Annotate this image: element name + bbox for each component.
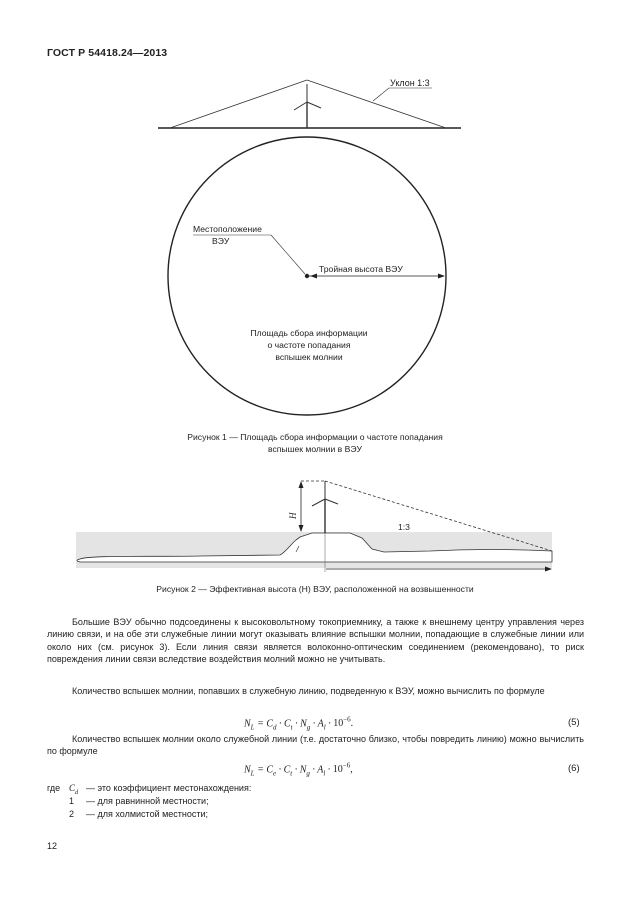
slope-label: Уклон 1:3 <box>390 78 430 88</box>
document-header: ГОСТ Р 54418.24—2013 <box>47 47 168 59</box>
area-label-line2: о частоте попадания <box>267 340 351 350</box>
equation-6: $N_L = C_e \cdot C_t \cdot N_g \cdot A_l \cdot 10^{-6}$, <box>244 762 353 778</box>
figure-2-caption: Рисунок 2 — Эффективная высота (H) ВЭУ, расположенной на возвышенности <box>156 584 474 594</box>
height-arrowhead-top <box>299 481 304 488</box>
item-1-number: 1 <box>69 796 75 806</box>
height-label: H <box>288 512 298 519</box>
height-arrowhead-bottom <box>299 525 304 532</box>
paragraph-2: Количество вспышек молнии, попавших в служебную линию, подведенную к ВЭУ, можно вычислить по формуле <box>72 686 545 696</box>
paragraph-1: Большие ВЭУ обычно подсоединены к высоковольтному токоприемнику, а также к внешнему центру управления через линию связи, и на обе эти служебные линии могут оказывать влияние вспышки молнии, попадающие в служебные линии или около них (см. рисунок 3). Если линия связи является волоконно-оптическим соединением (рекомендовано), то риск повреждения линии связи вследствие воздействия молний можно не учитывать. <box>47 617 584 664</box>
equation-6-number: (6) <box>568 763 580 774</box>
slope-ratio-label: 1:3 <box>398 522 410 532</box>
area-label-line1: Площадь сбора информации <box>250 328 368 338</box>
figure-1-caption-line2: вспышек молнии в ВЭУ <box>268 444 362 454</box>
triple-height-label: Тройная высота ВЭУ <box>319 264 403 274</box>
area-label-line3: вспышек молнии <box>275 352 343 362</box>
cd-symbol: $C_d$ <box>69 783 79 796</box>
wind-turbine-icon <box>312 481 338 533</box>
equation-5: $N_L = C_d \cdot C_t \cdot N_g \cdot A_l \cdot 10^{-6}$. <box>244 716 354 732</box>
item-1-text: — для равнинной местности; <box>86 796 209 806</box>
cd-description: — это коэффициент местонахождения: <box>86 783 252 793</box>
location-label-line1: Местоположение <box>193 224 262 234</box>
page-number: 12 <box>47 841 58 851</box>
equation-5-number: (5) <box>568 717 580 728</box>
where-label: где <box>47 783 61 793</box>
item-2-text: — для холмистой местности; <box>86 809 209 819</box>
paragraph-3: Количество вспышек молнии около служебной линии (т.е. достаточно близко, чтобы повредить линию) можно вычислить по формуле <box>47 734 584 757</box>
location-label-line2: ВЭУ <box>212 236 230 246</box>
item-2-number: 2 <box>69 809 75 819</box>
figure-1-caption-line1: Рисунок 1 — Площадь сбора информации о частоте попадания <box>187 432 443 442</box>
